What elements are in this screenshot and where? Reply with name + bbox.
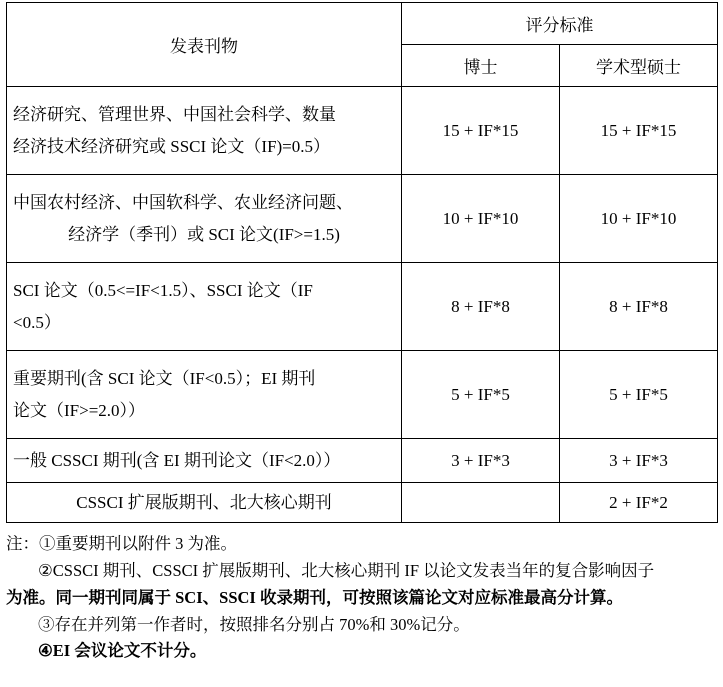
journal-line-1: 中国农村经济、中国软科学、农业经济问题、	[13, 193, 353, 213]
table-row	[7, 351, 718, 439]
document-page	[0, 2, 723, 687]
table-row	[7, 483, 718, 523]
scoring-criteria-table	[6, 2, 718, 523]
table-header	[7, 3, 718, 87]
table-row	[7, 263, 718, 351]
header-master: 学术型硕士	[560, 45, 718, 87]
score-master: 2 + IF*2	[560, 483, 718, 523]
journal-description	[7, 175, 402, 263]
score-phd	[402, 483, 560, 523]
table-header-row-1	[7, 3, 718, 45]
journal-line-2: 论文（IF>=2.0））	[13, 400, 146, 420]
header-criteria: 评分标准	[402, 3, 718, 45]
table-row	[7, 175, 718, 263]
footnote-2a: ②CSSCI 期刊、CSSCI 扩展版期刊、北大核心期刊 IF 以论文发表当年的复合影响因子	[38, 561, 655, 581]
score-phd: 3 + IF*3	[402, 439, 560, 483]
journal-description	[7, 87, 402, 175]
journal-line-2: 经济学（季刊）或 SCI 论文(IF>=1.5)	[68, 224, 340, 244]
journal-line-1: SCI 论文（0.5<=IF<1.5）、SSCI 论文（IF	[13, 281, 313, 301]
score-phd: 8 + IF*8	[402, 263, 560, 351]
score-master: 8 + IF*8	[560, 263, 718, 351]
score-phd: 5 + IF*5	[402, 351, 560, 439]
table-body	[7, 87, 718, 523]
footnotes	[6, 531, 717, 665]
score-master: 5 + IF*5	[560, 351, 718, 439]
score-master: 10 + IF*10	[560, 175, 718, 263]
score-master: 3 + IF*3	[560, 439, 718, 483]
footnote-4: ④EI 会议论文不计分。	[38, 641, 207, 661]
header-phd: 博士	[402, 45, 560, 87]
journal-description	[7, 439, 402, 483]
footnote-3: ③存在并列第一作者时，按照排名分别占 70%和 30%记分。	[38, 614, 470, 634]
journal-line-2: <0.5）	[13, 312, 61, 332]
score-master: 15 + IF*15	[560, 87, 718, 175]
footnote-1: 注：①重要期刊以附件 3 为准。	[6, 534, 237, 554]
journal-line-2: 经济技术经济研究或 SSCI 论文（IF)=0.5）	[13, 136, 331, 156]
journal-line-1: CSSCI 扩展版期刊、北大核心期刊	[76, 493, 332, 512]
footnote-2b: 为准。同一期刊同属于 SCI、SSCI 收录期刊，可按照该篇论文对应标准最高分计算。	[6, 587, 623, 607]
table-row	[7, 439, 718, 483]
score-phd: 10 + IF*10	[402, 175, 560, 263]
table-row	[7, 87, 718, 175]
score-phd: 15 + IF*15	[402, 87, 560, 175]
journal-description	[7, 351, 402, 439]
journal-description	[7, 483, 402, 523]
journal-line-1: 经济研究、管理世界、中国社会科学、数量	[13, 105, 336, 125]
journal-line-1: 一般 CSSCI 期刊(含 EI 期刊论文（IF<2.0））	[13, 450, 341, 470]
journal-line-1: 重要期刊(含 SCI 论文（IF<0.5）；EI 期刊	[13, 369, 316, 389]
header-journal: 发表刊物	[7, 3, 402, 87]
journal-description	[7, 263, 402, 351]
